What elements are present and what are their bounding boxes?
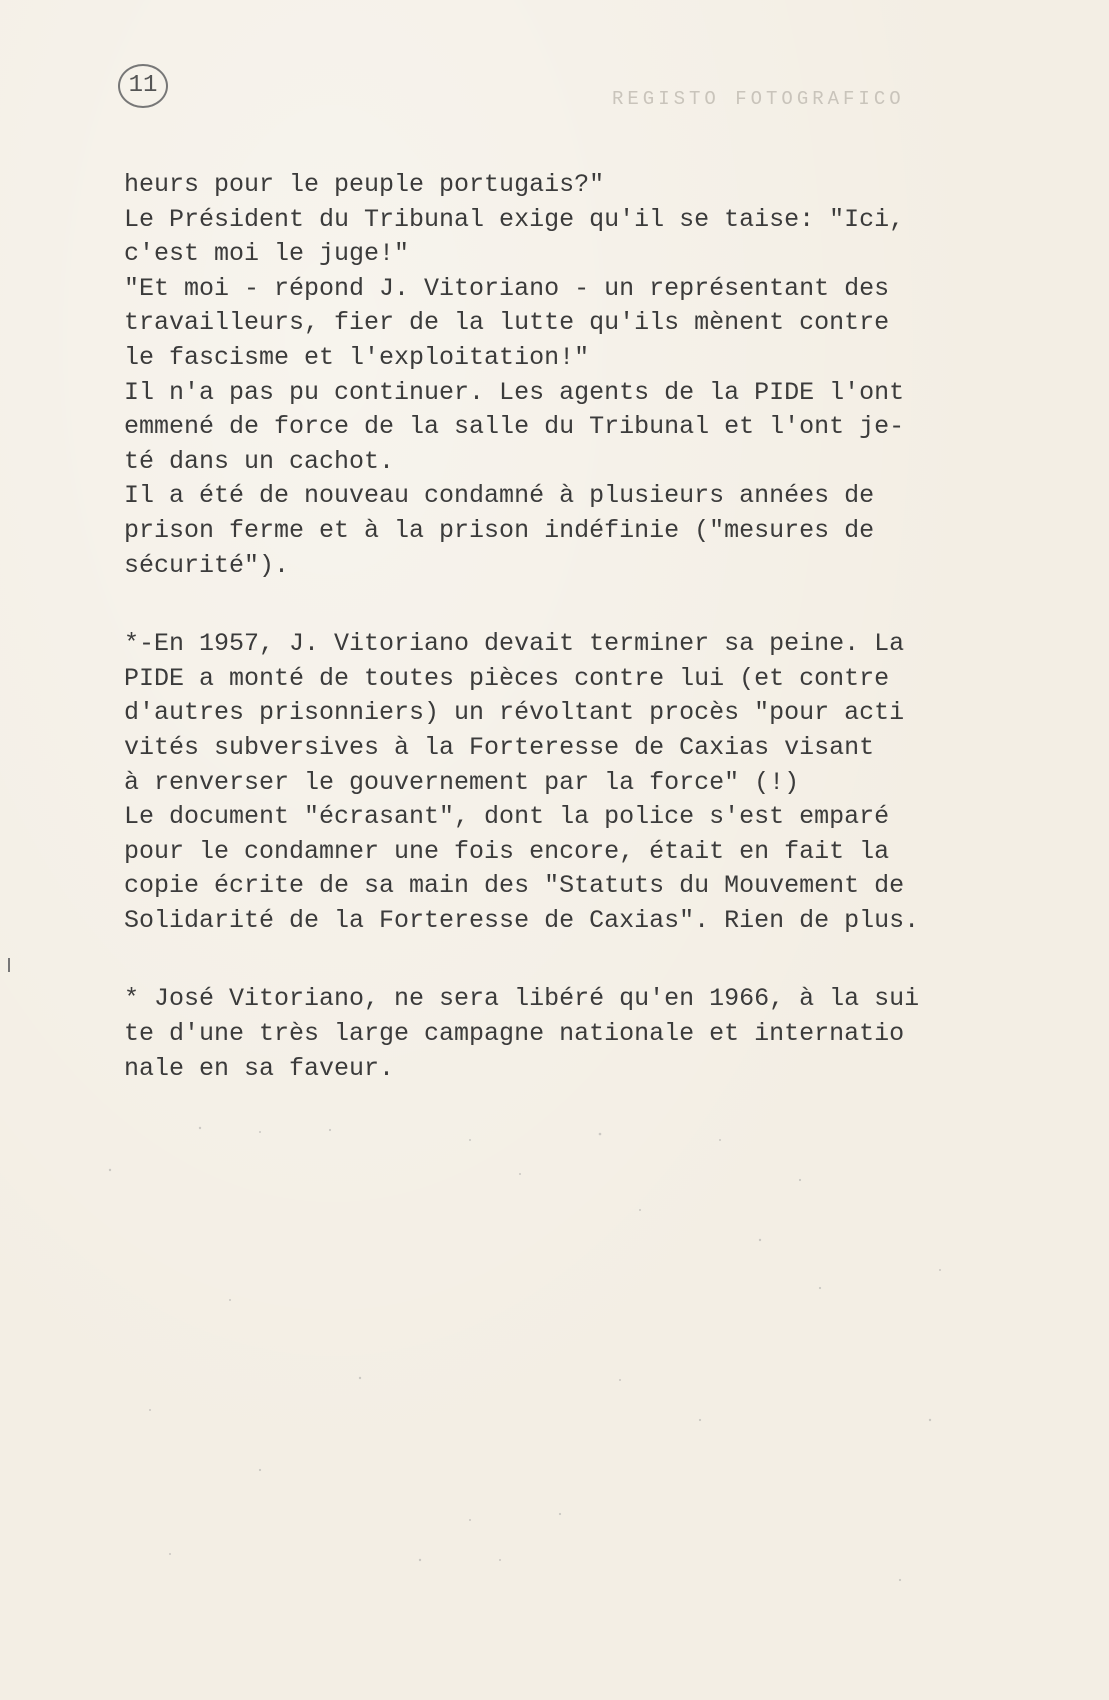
text-line: c'est moi le juge!": [124, 239, 410, 269]
page-number: 11: [128, 72, 158, 99]
text-line: té dans un cachot.: [124, 446, 395, 476]
text-line: à renverser le gouvernement par la force" (!): [124, 767, 800, 797]
text-line: d'autres prisonniers) un révoltant procès "pour acti: [124, 698, 905, 728]
text-line: emmené de force de la salle du Tribunal et l'ont je-: [124, 412, 905, 442]
text-line: Le document "écrasant", dont la police s'est emparé: [124, 802, 890, 832]
text-line: prison ferme et à la prison indéfinie ("mesures de: [124, 515, 875, 545]
text-line: Solidarité de la Forteresse de Caxias". Rien de plus.: [124, 905, 920, 935]
text-line: Le Président du Tribunal exige qu'il se taise: "Ici,: [124, 204, 905, 234]
text-line: "Et moi - répond J. Vitoriano - un représentant des: [124, 273, 890, 303]
text-line: nale en sa faveur.: [124, 1053, 395, 1083]
text-line: *-En 1957, J. Vitoriano devait terminer sa peine. La: [124, 629, 905, 659]
text-line: sécurité").: [124, 550, 290, 580]
text-line: copie écrite de sa main des "Statuts du Mouvement de: [124, 871, 905, 901]
text-line: le fascisme et l'exploitation!": [124, 342, 590, 372]
text-line: vités subversives à la Forteresse de Caxias visant: [124, 732, 875, 762]
text-line: pour le condamner une fois encore, était en fait la: [124, 836, 890, 866]
text-line: PIDE a monté de toutes pièces contre lui (et contre: [124, 663, 890, 693]
text-line: travailleurs, fier de la lutte qu'ils mènent contre: [124, 308, 890, 338]
archive-stamp: REGISTO FOTOGRAFICO: [612, 88, 905, 110]
text-line: Il n'a pas pu continuer. Les agents de la PIDE l'ont: [124, 377, 905, 407]
text-line: Il a été de nouveau condamné à plusieurs années de: [124, 481, 875, 511]
text-line: te d'une très large campagne nationale et internatio: [124, 1019, 905, 1049]
text-line: * José Vitoriano, ne sera libéré qu'en 1966, à la sui: [124, 984, 920, 1014]
text-line: heurs pour le peuple portugais?": [124, 170, 605, 199]
